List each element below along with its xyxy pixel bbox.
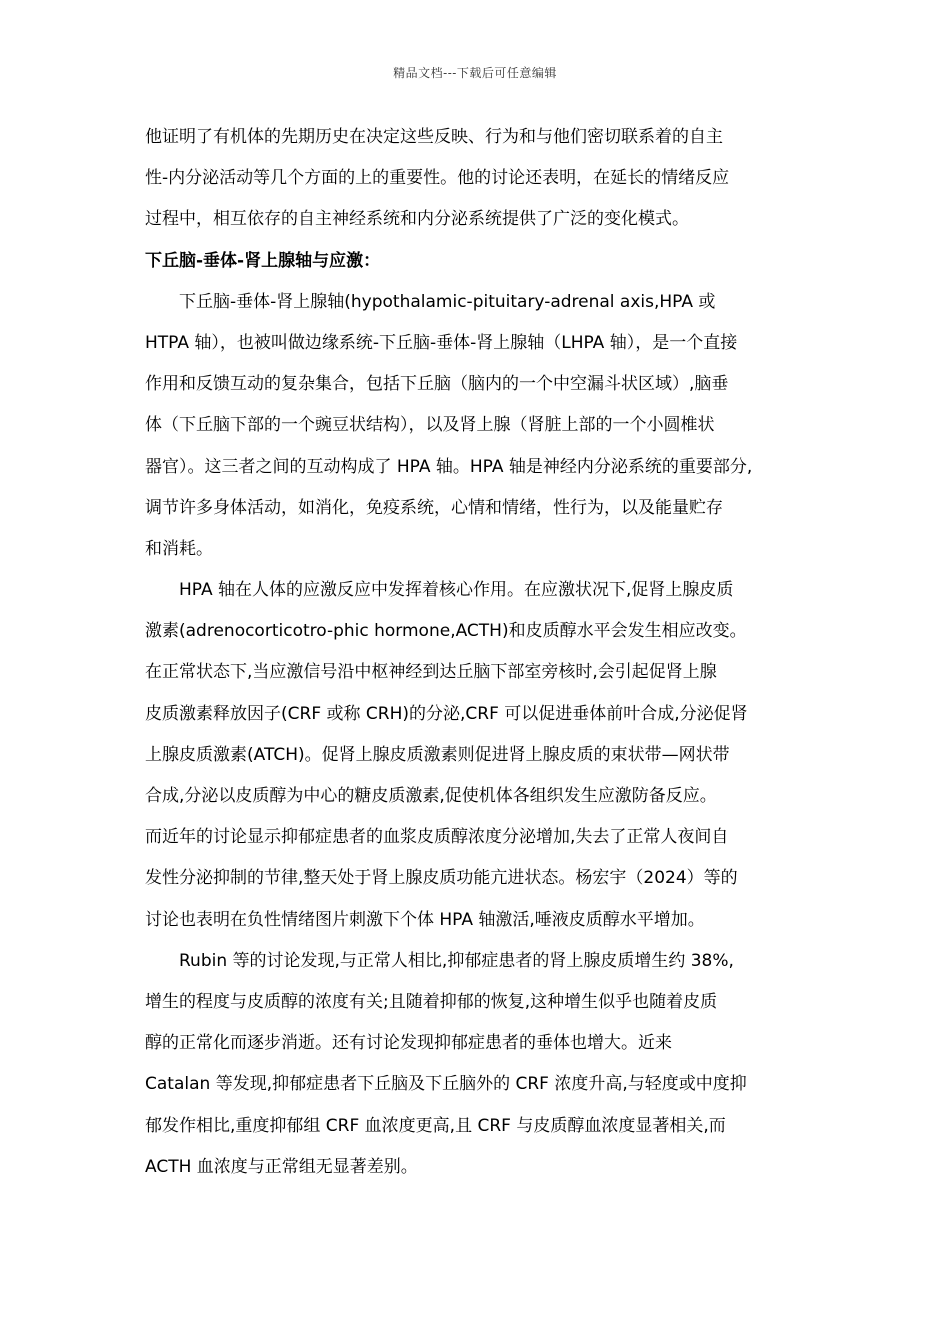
text-line: 而近年的讨论显示抑郁症患者的血浆皮质醇浓度分泌增加,失去了正常人夜间自 (145, 827, 729, 848)
text-line: 下丘脑-垂体-肾上腺轴(hypothalamic-pituitary-adrenal axis,HPA 或 (179, 291, 716, 312)
section-heading (145, 241, 810, 282)
text-line: 性-内分泌活动等几个方面的上的重要性。他的讨论还表明，在延长的情绪反应 (145, 168, 730, 189)
text-line: 醇的正常化而逐步消逝。还有讨论发现抑郁症患者的垂体也增大。近来 (145, 1033, 672, 1054)
paragraph (145, 117, 810, 241)
text-line: 合成,分泌以皮质醇为中心的糖皮质激素,促使机体各组织发生应激防备反应。 (145, 786, 717, 806)
page-header: 精品文档---下载后可任意编辑 (393, 66, 557, 80)
text-line: 发性分泌抑制的节律,整天处于肾上腺皮质功能亢进状态。杨宏宇（2024）等的 (145, 868, 738, 889)
text-line: 郁发作相比,重度抑郁组 CRF 血浓度更高,且 CRF 与皮质醇血浓度显著相关,而 (145, 1115, 726, 1136)
text-line: Catalan 等发现,抑郁症患者下丘脑及下丘脑外的 CRF 浓度升高,与轻度或中度抑 (145, 1074, 747, 1095)
text-line: 调节许多身体活动，如消化，免疫系统，心情和情绪，性行为，以及能量贮存 (145, 497, 723, 518)
text-line: HTPA 轴），也被叫做边缘系统-下丘脑-垂体-肾上腺轴（LHPA 轴），是一个直接 (145, 332, 738, 353)
text-line: ACTH 血浓度与正常组无显著差别。 (145, 1156, 418, 1177)
text-line: HPA 轴在人体的应激反应中发挥着核心作用。在应激状况下,促肾上腺皮质 (179, 580, 734, 601)
text-line: 增生的程度与皮质醇的浓度有关;且随着抑郁的恢复,这种增生似乎也随着皮质 (145, 991, 718, 1012)
document-body (145, 117, 810, 1188)
text-line: 体（下丘脑下部的一个豌豆状结构），以及肾上腺（肾脏上部的一个小圆椎状 (145, 415, 715, 436)
paragraph (145, 282, 810, 570)
text-line: 上腺皮质激素(ATCH)。促肾上腺皮质激素则促进肾上腺皮质的束状带—网状带 (145, 744, 730, 765)
text-line: 作用和反馈互动的复杂集合，包括下丘脑（脑内的一个中空漏斗状区域）,脑垂 (145, 374, 729, 395)
text-line: 皮质激素释放因子(CRF 或称 CRH)的分泌,CRF 可以促进垂体前叶合成,分泌促肾 (145, 703, 748, 724)
text-line: 在正常状态下,当应激信号沿中枢神经到达丘脑下部室旁核时,会引起促肾上腺 (145, 662, 717, 683)
text-line: 激素(adrenocorticotro-phic hormone,ACTH)和皮质醇水平会发生相应改变。 (145, 621, 747, 642)
text-line: 他证明了有机体的先期历史在决定这些反映、行为和与他们密切联系着的自主 (145, 127, 723, 147)
text-line: 过程中，相互依存的自主神经系统和内分泌系统提供了广泛的变化模式。 (145, 209, 689, 230)
text-line: Rubin 等的讨论发现,与正常人相比,抑郁症患者的肾上腺皮质增生约 38%, (179, 950, 734, 971)
text-line: 器官）。这三者之间的互动构成了 HPA 轴。HPA 轴是神经内分泌系统的重要部分, (145, 456, 753, 477)
text-line: 讨论也表明在负性情绪图片刺激下个体 HPA 轴激活,唾液皮质醇水平增加。 (145, 909, 705, 930)
paragraph (145, 570, 810, 941)
text-line: 和消耗。 (145, 538, 213, 559)
heading-text: 下丘脑-垂体-肾上腺轴与应激： (145, 250, 381, 271)
paragraph (145, 941, 810, 1188)
